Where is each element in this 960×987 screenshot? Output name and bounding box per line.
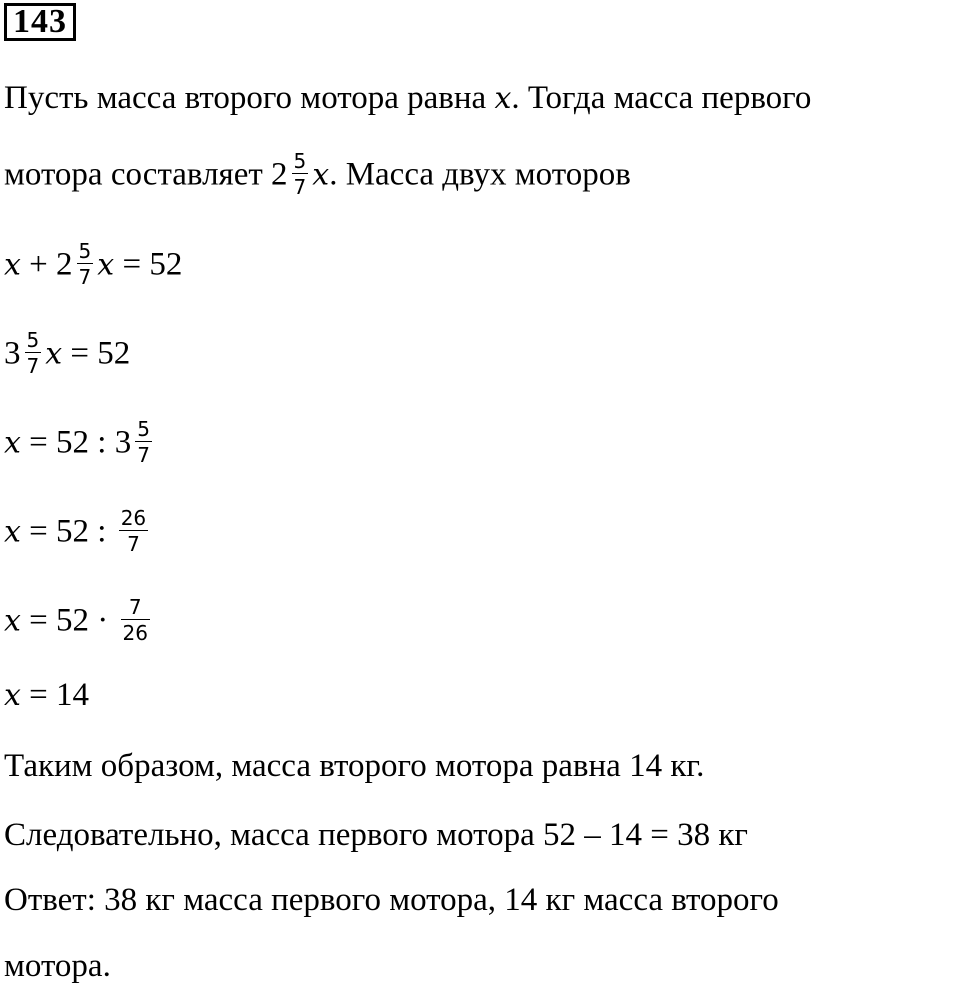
fraction xyxy=(292,150,309,198)
conclusion-text: Таким образом, масса второго мотора равна 14 кг. xyxy=(4,748,705,784)
answer-line-1 xyxy=(4,880,779,920)
variable-x: x xyxy=(4,678,21,713)
fraction-denominator: 7 xyxy=(26,354,40,378)
fraction xyxy=(121,596,150,644)
equation-6 xyxy=(4,675,89,716)
conclusion-text: Следовательно, масса первого мотора 52 – 14 = 38 кг xyxy=(4,817,748,853)
fraction xyxy=(25,329,42,377)
fraction-denominator: 7 xyxy=(127,532,140,556)
equation-4 xyxy=(4,506,152,558)
fraction-numerator: 5 xyxy=(137,417,150,441)
equation-text: = 14 xyxy=(20,677,90,713)
variable-x: x xyxy=(4,514,21,550)
equation-text: = 52 : 3 xyxy=(20,424,132,461)
answer-text: Ответ: 38 кг масса первого мотора, 14 кг масса второго xyxy=(4,882,779,918)
variable-x: x xyxy=(4,425,21,461)
fraction xyxy=(77,240,94,288)
fraction-numerator: 5 xyxy=(26,328,40,352)
fraction-denominator: 7 xyxy=(293,175,307,199)
fraction-numerator: 5 xyxy=(293,149,307,173)
variable-x: x xyxy=(312,157,330,193)
equation-1 xyxy=(4,239,183,291)
conclusion-line-2 xyxy=(4,815,748,855)
intro-text: мотора составляет 2 xyxy=(4,156,288,193)
intro-line-1 xyxy=(4,78,811,119)
equation-text: = 52 · xyxy=(20,602,117,639)
equation-text: 3 xyxy=(4,335,21,372)
task-number-box xyxy=(4,3,76,41)
variable-x: x xyxy=(4,247,21,283)
equation-2 xyxy=(4,328,131,380)
answer-line-2 xyxy=(4,946,111,986)
fraction-numerator: 5 xyxy=(78,239,92,263)
conclusion-line-1 xyxy=(4,746,704,786)
fraction xyxy=(135,418,152,466)
equation-5 xyxy=(4,595,154,647)
variable-x: x xyxy=(97,247,115,283)
equation-text: = 52 xyxy=(62,335,131,372)
variable-x: x xyxy=(4,603,21,639)
variable-x: x xyxy=(494,81,512,116)
variable-x: x xyxy=(45,336,63,372)
fraction-numerator: 26 xyxy=(120,506,147,530)
intro-text: . Масса двух моторов xyxy=(329,156,631,193)
equation-text: = 52 : xyxy=(20,513,115,550)
fraction xyxy=(119,507,148,555)
fraction-denominator: 26 xyxy=(122,621,148,645)
intro-text: . Тогда масса первого xyxy=(511,80,812,116)
fraction-denominator: 7 xyxy=(137,443,150,467)
task-number: 143 xyxy=(13,3,67,40)
answer-text: мотора. xyxy=(4,948,111,984)
equation-text: = 52 xyxy=(114,246,183,283)
fraction-numerator: 7 xyxy=(121,596,150,620)
equation-3 xyxy=(4,417,156,469)
intro-line-2 xyxy=(4,149,631,201)
equation-text: + 2 xyxy=(20,246,73,283)
intro-text: Пусть масса второго мотора равна xyxy=(4,80,495,116)
fraction-denominator: 7 xyxy=(78,265,92,289)
